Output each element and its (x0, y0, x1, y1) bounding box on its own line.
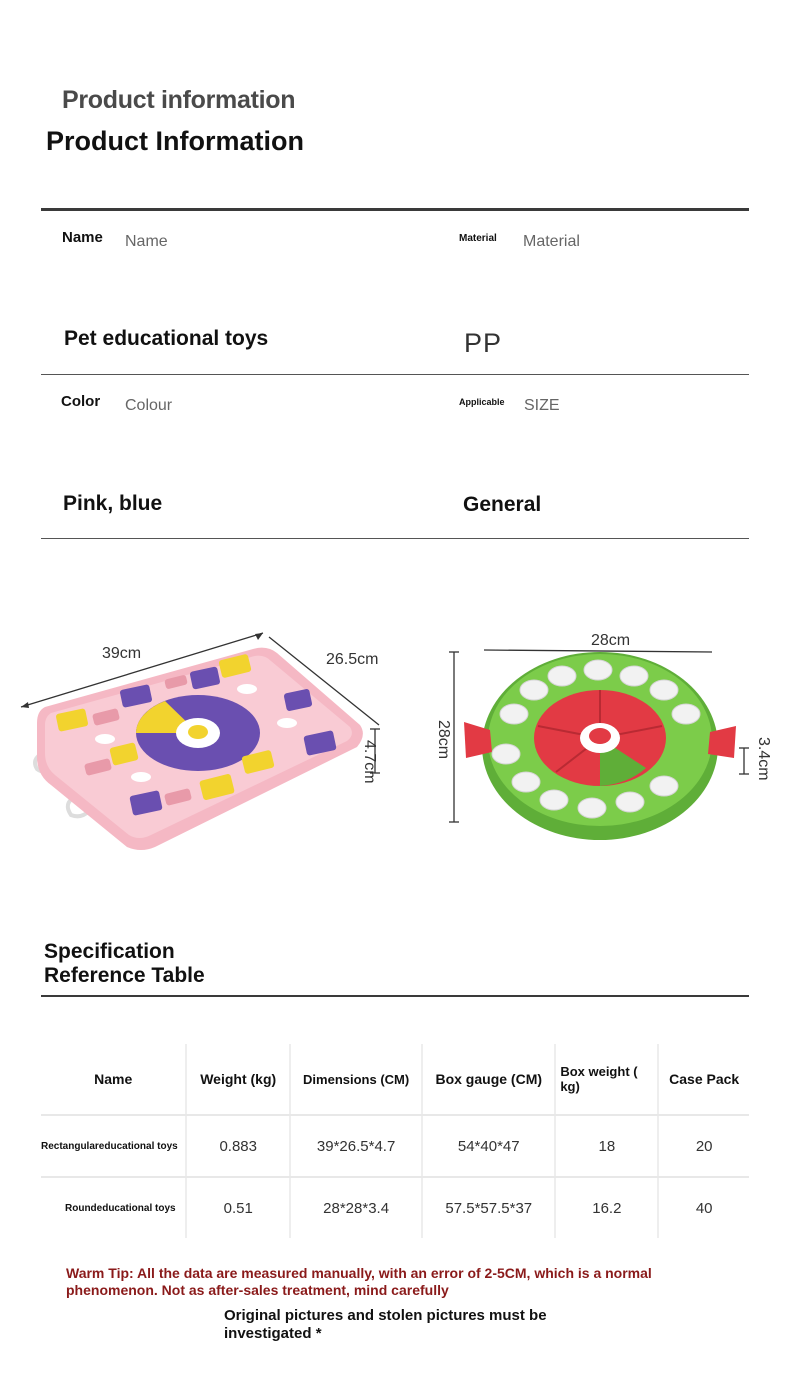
section-subtitle: Product information (62, 86, 296, 114)
header-dimensions: Dimensions (CM) (290, 1044, 422, 1115)
color-label: Color (61, 393, 101, 410)
material-value: PP (464, 328, 503, 358)
rect-depth-label: 26.5cm (326, 651, 379, 668)
warm-tip: Warm Tip: All the data are measured manually, with an error of 2-5CM, which is a normal phenomenon. Not as after-sales treatment, mind carefully (66, 1265, 652, 1298)
color-value: Pink, blue (63, 492, 163, 515)
header-box-gauge: Box gauge (CM) (422, 1044, 555, 1115)
name-label-en: Name (125, 233, 168, 250)
applicable-label-en: SIZE (524, 397, 560, 414)
name-label: Name (62, 229, 103, 246)
row-dimensions: 28*28*3.4 (290, 1177, 422, 1238)
round-depth-label: 28cm (435, 720, 452, 760)
header-name: Name (41, 1044, 186, 1115)
divider (41, 208, 749, 211)
row-box-weight: 18 (555, 1115, 658, 1177)
round-height-label: 3.4cm (755, 737, 772, 781)
row-weight: 0.883 (186, 1115, 290, 1177)
material-label: Material (459, 233, 497, 244)
row-name: Roundeducational toys (65, 1202, 176, 1214)
row-box-gauge: 54*40*47 (422, 1115, 555, 1177)
section-title: Product Information (46, 126, 304, 156)
spec-table (41, 1044, 749, 1238)
row-box-weight: 16.2 (555, 1177, 658, 1238)
row-weight: 0.51 (186, 1177, 290, 1238)
divider (41, 995, 749, 997)
table-header-row (41, 1044, 749, 1115)
color-label-en: Colour (125, 397, 173, 414)
divider (41, 374, 749, 375)
header-weight: Weight (kg) (186, 1044, 290, 1115)
header-box-weight: Box weight ( kg) (555, 1044, 658, 1115)
rect-height-label: 4.7cm (361, 740, 378, 784)
row-name: Rectangulareducational toys (41, 1115, 186, 1177)
header-case-pack: Case Pack (658, 1044, 749, 1115)
round-width-label: 28cm (591, 632, 631, 649)
table-row (41, 1115, 749, 1177)
name-value: Pet educational toys (64, 327, 269, 350)
row-dimensions: 39*26.5*4.7 (290, 1115, 422, 1177)
round-toy-illustration (440, 640, 770, 865)
divider (41, 538, 749, 539)
table-row (41, 1177, 749, 1238)
spec-title-line1: Specification (44, 940, 175, 963)
row-case-pack: 20 (658, 1115, 749, 1177)
applicable-value: General (463, 493, 542, 516)
applicable-label: Applicable (459, 397, 505, 407)
row-box-gauge: 57.5*57.5*37 (422, 1177, 555, 1238)
round-toy-image (440, 640, 770, 865)
rect-width-label: 39cm (102, 645, 142, 662)
original-notice: Original pictures and stolen pictures must be investigated * (224, 1307, 547, 1342)
spec-title (44, 940, 205, 988)
material-label-en: Material (523, 233, 580, 250)
row-case-pack: 40 (658, 1177, 749, 1238)
spec-title-line2: Reference Table (44, 964, 205, 987)
